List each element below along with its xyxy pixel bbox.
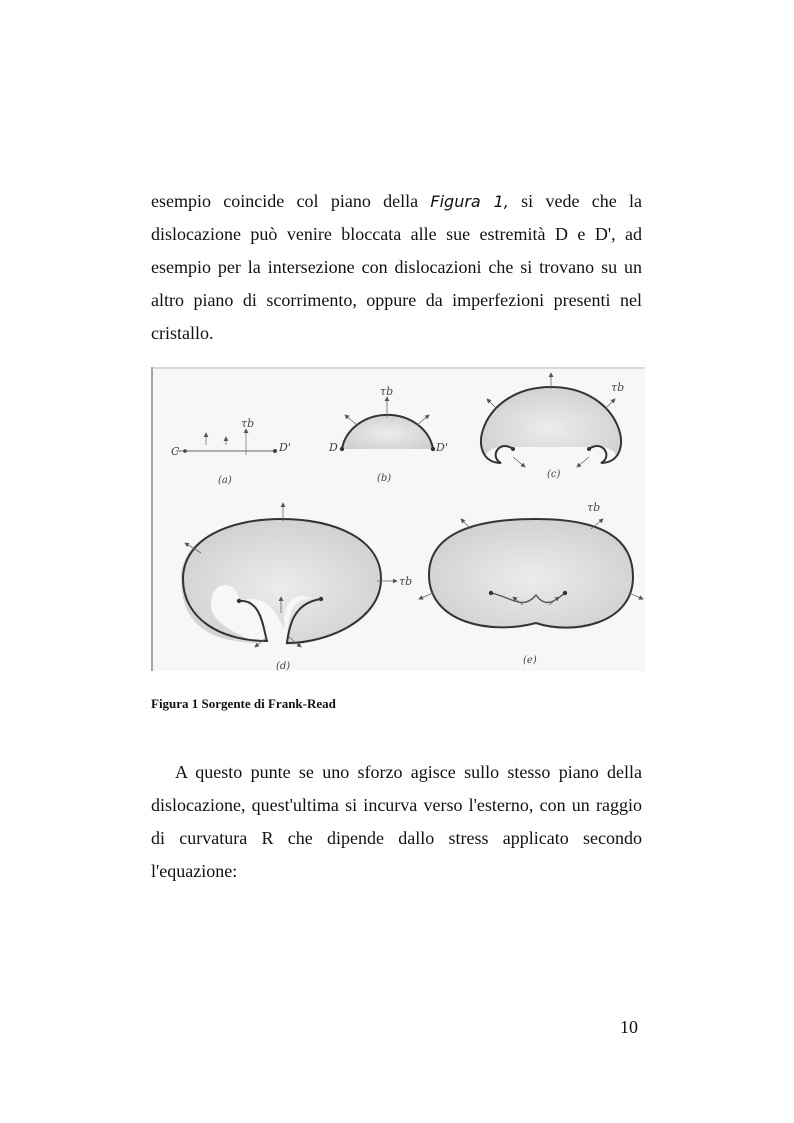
label-d-prime-a: D' [279,441,291,454]
panel-e-label: (e) [523,655,537,666]
panel-c-label: (c) [547,469,561,480]
label-d-prime-b: D' [436,441,448,454]
figure-caption: Figura 1 Sorgente di Frank-Read [151,696,336,711]
frank-read-diagram [151,367,645,671]
panel-d-label: (d) [276,661,291,671]
panel-b-label: (b) [377,473,392,484]
paragraph-text: esempio coincide col piano della [151,191,431,211]
label-tau-b-b: τb [380,385,394,398]
label-d-b: D [329,441,338,454]
paragraph-text-continued: si vede che la dislocazione può venire bloccata alle sue estremità D e D', ad esempio per la intersezione con dislocazioni che si trovano su un altro piano di scorrimento, oppure da imperfezioni presenti nel cristallo. [151,191,643,343]
label-tau-b-a: τb [241,417,255,430]
figure-reference: Figura 1, [430,192,509,211]
label-c: C [171,445,180,458]
label-tau-b-c: τb [611,381,625,394]
panel-a-label: (a) [218,475,232,486]
frank-read-figure [151,367,645,671]
label-tau-b-d: τb [399,575,413,588]
page-number: 10 [620,1017,638,1037]
label-tau-b-e: τb [587,501,601,514]
body-paragraph-2: A questo punte se uno sforzo agisce sullo stesso piano della dislocazione, quest'ultima si incurva verso l'esterno, con un raggio di curvatura R che dipende dallo stress applicato secondo l'equazione: [151,762,642,881]
body-paragraph-1 [151,185,642,350]
